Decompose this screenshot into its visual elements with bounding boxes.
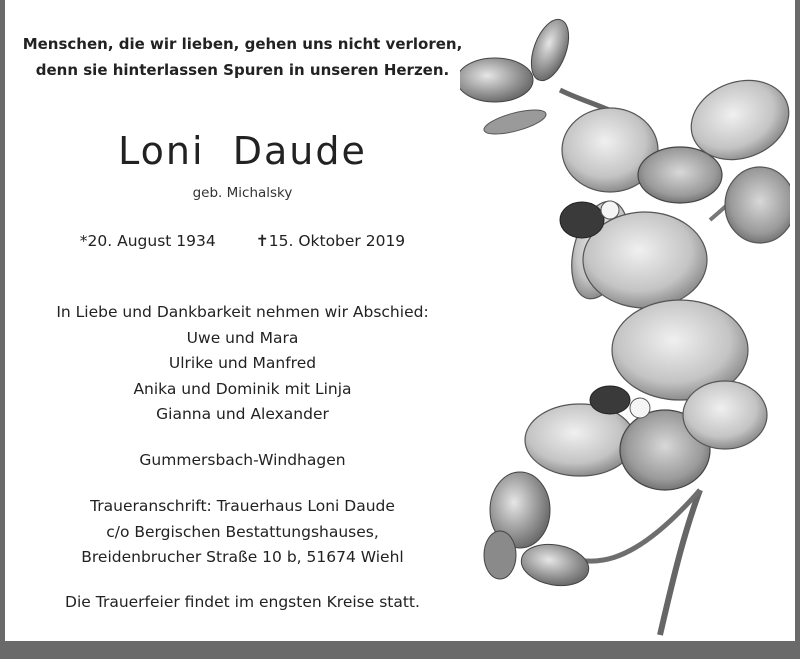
mourners-block [5,300,480,428]
life-dates [5,230,480,252]
mourner-name: Ulrike und Manfred [168,354,317,372]
orchid-illustration [460,10,790,640]
death-date: ✝15. Oktober 2019 [255,232,406,250]
address-line-2: c/o Bergischen Bestattungshauses, [106,522,379,541]
birth-name: geb. Michalsky [192,185,293,201]
quote-line-1: Menschen, die wir lieben, gehen uns nicht verloren, [22,35,463,53]
orchid-petal [683,381,767,449]
quote-line-2: denn sie hinterlassen Spuren in unseren Herzen. [35,61,450,79]
bottom-border [5,641,795,659]
orchid-bud [518,539,592,590]
orchid-petal [525,404,635,476]
deceased-name: Loni Daude [118,129,367,173]
address-line-1: Traueranschrift: Trauerhaus Loni Daude [90,497,395,515]
orchid-bud [484,531,516,579]
mourner-name: Uwe und Mara [186,328,299,347]
funeral-service-note: Die Trauerfeier findet im engsten Kreise statt. [65,593,420,611]
birth-date: *20. August 1934 [79,232,216,250]
mourners-intro: In Liebe und Dankbarkeit nehmen wir Abschied: [56,303,429,321]
orchid-petal [725,167,790,243]
mourner-name: Gianna und Alexander [156,405,329,423]
orchid-lip [590,386,630,414]
address-line-3: Breidenbrucher Straße 10 b, 51674 Wiehl [81,548,404,566]
place-name: Gummersbach-Windhagen [139,451,346,469]
orchid-bud [460,58,533,102]
orchid-lip [560,202,604,238]
mourner-name: Anika und Dominik mit Linja [133,379,352,398]
mourning-address [5,494,480,571]
orchid-column [601,201,619,219]
orchid-bud [482,105,548,139]
memorial-quote [5,31,480,83]
orchid-column [630,398,650,418]
